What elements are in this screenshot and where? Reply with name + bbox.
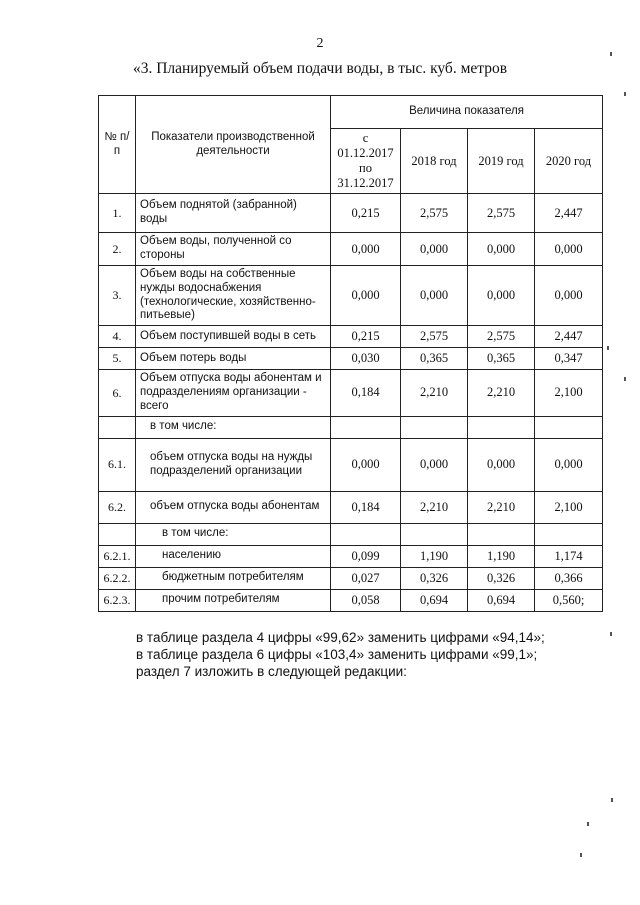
- row-value: 2,210: [401, 491, 468, 523]
- row-number: [99, 523, 136, 545]
- row-value: 0,215: [331, 326, 401, 348]
- scan-speck: [611, 798, 613, 802]
- row-value: 0,000: [331, 233, 401, 266]
- row-value: [468, 416, 535, 438]
- scan-speck: [610, 52, 612, 56]
- row-number: 6.1.: [99, 438, 136, 491]
- row-value: 1,174: [535, 545, 603, 567]
- row-value: 0,000: [535, 266, 603, 326]
- row-label: объем отпуска воды абонентам: [136, 491, 331, 523]
- row-value: 0,215: [331, 194, 401, 233]
- row-value: 0,366: [535, 567, 603, 589]
- table-row: [99, 233, 603, 266]
- table-row: [99, 370, 603, 416]
- scan-speck: [624, 92, 626, 96]
- row-value: 0,326: [401, 567, 468, 589]
- row-value: 2,575: [401, 194, 468, 233]
- row-value: 2,575: [468, 194, 535, 233]
- row-number: 2.: [99, 233, 136, 266]
- row-value: 0,184: [331, 491, 401, 523]
- row-label: объем отпуска воды на нужды подразделений организации: [136, 438, 331, 491]
- row-label: Объем потерь воды: [136, 348, 331, 370]
- row-number: 1.: [99, 194, 136, 233]
- row-value: 0,000: [401, 233, 468, 266]
- section-heading: «3. Планируемый объем подачи воды, в тыс. куб. метров: [132, 60, 508, 77]
- row-number: 6.: [99, 370, 136, 416]
- row-number: 6.2.1.: [99, 545, 136, 567]
- row-value: 2,447: [535, 194, 603, 233]
- paragraph-section-6: в таблице раздела 6 цифры «103,4» заменить цифрами «99,1»;: [136, 647, 538, 662]
- row-number: 5.: [99, 348, 136, 370]
- header-period-2: 2019 год: [468, 129, 535, 194]
- row-value: [401, 523, 468, 545]
- scan-speck: [607, 346, 609, 350]
- scan-speck: [587, 822, 589, 826]
- row-number: 6.2.: [99, 491, 136, 523]
- row-value: 0,326: [468, 567, 535, 589]
- row-number: 4.: [99, 326, 136, 348]
- row-label: прочим потребителям: [136, 589, 331, 611]
- row-number: 3.: [99, 266, 136, 326]
- row-value: 2,575: [468, 326, 535, 348]
- row-label: бюджетным потребителям: [136, 567, 331, 589]
- table-row: [99, 326, 603, 348]
- row-value: 0,347: [535, 348, 603, 370]
- table-row: [99, 589, 603, 611]
- header-period-1: 2018 год: [401, 129, 468, 194]
- row-value: 0,000: [468, 438, 535, 491]
- row-value: 0,560;: [535, 589, 603, 611]
- scan-speck: [610, 632, 612, 636]
- scan-speck: [580, 853, 582, 857]
- row-value: 0,099: [331, 545, 401, 567]
- table-row: [99, 266, 603, 326]
- row-value: [468, 523, 535, 545]
- table-row: [99, 438, 603, 491]
- row-value: 0,000: [401, 266, 468, 326]
- row-value: [331, 416, 401, 438]
- row-number: [99, 416, 136, 438]
- header-indicator: Показатели производственной деятельности: [136, 96, 331, 194]
- row-value: 0,694: [468, 589, 535, 611]
- row-value: [535, 523, 603, 545]
- table-row: [99, 491, 603, 523]
- row-value: [331, 523, 401, 545]
- row-value: 0,184: [331, 370, 401, 416]
- row-number: 6.2.2.: [99, 567, 136, 589]
- row-value: [535, 416, 603, 438]
- amendment-text: [136, 629, 606, 680]
- row-label: населению: [136, 545, 331, 567]
- row-number: 6.2.3.: [99, 589, 136, 611]
- table-body: [99, 194, 603, 612]
- water-supply-table: [98, 95, 603, 612]
- header-num: № п/п: [99, 96, 136, 194]
- row-label: Объем поднятой (забранной) воды: [136, 194, 331, 233]
- row-value: 0,694: [401, 589, 468, 611]
- row-label: Объем отпуска воды абонентам и подразделениям организации - всего: [136, 370, 331, 416]
- row-value: 2,210: [468, 370, 535, 416]
- row-value: [401, 416, 468, 438]
- row-value: 0,000: [535, 438, 603, 491]
- row-value: 0,058: [331, 589, 401, 611]
- row-value: 1,190: [468, 545, 535, 567]
- row-value: 2,210: [468, 491, 535, 523]
- row-label: в том числе:: [136, 523, 331, 545]
- row-value: 0,000: [535, 233, 603, 266]
- table-row: [99, 348, 603, 370]
- header-value-group: Величина показателя: [331, 96, 603, 129]
- table-row: [99, 523, 603, 545]
- row-value: 0,000: [331, 266, 401, 326]
- row-value: 2,575: [401, 326, 468, 348]
- header-period-0: с 01.12.2017 по 31.12.2017: [331, 129, 401, 194]
- row-value: 0,030: [331, 348, 401, 370]
- row-value: 0,000: [401, 438, 468, 491]
- row-value: 2,210: [401, 370, 468, 416]
- row-label: в том числе:: [136, 416, 331, 438]
- row-value: 2,100: [535, 370, 603, 416]
- row-label: Объем воды, полученной со стороны: [136, 233, 331, 266]
- paragraph-section-4: в таблице раздела 4 цифры «99,62» заменить цифрами «94,14»;: [136, 630, 545, 645]
- row-value: 2,100: [535, 491, 603, 523]
- row-value: 0,365: [468, 348, 535, 370]
- row-value: 0,365: [401, 348, 468, 370]
- table-row: [99, 545, 603, 567]
- table-row: [99, 416, 603, 438]
- row-value: 0,027: [331, 567, 401, 589]
- scan-speck: [624, 377, 626, 381]
- page-number: 2: [316, 36, 324, 51]
- row-value: 0,000: [468, 266, 535, 326]
- row-value: 0,000: [468, 233, 535, 266]
- row-value: 1,190: [401, 545, 468, 567]
- table-row: [99, 567, 603, 589]
- row-label: Объем поступившей воды в сеть: [136, 326, 331, 348]
- row-value: 0,000: [331, 438, 401, 491]
- row-value: 2,447: [535, 326, 603, 348]
- row-label: Объем воды на собственные нужды водоснабжения (технологические, хозяйственно-питьевые): [136, 266, 331, 326]
- paragraph-section-7: раздел 7 изложить в следующей редакции:: [136, 664, 407, 679]
- table-row: [99, 194, 603, 233]
- header-period-3: 2020 год: [535, 129, 603, 194]
